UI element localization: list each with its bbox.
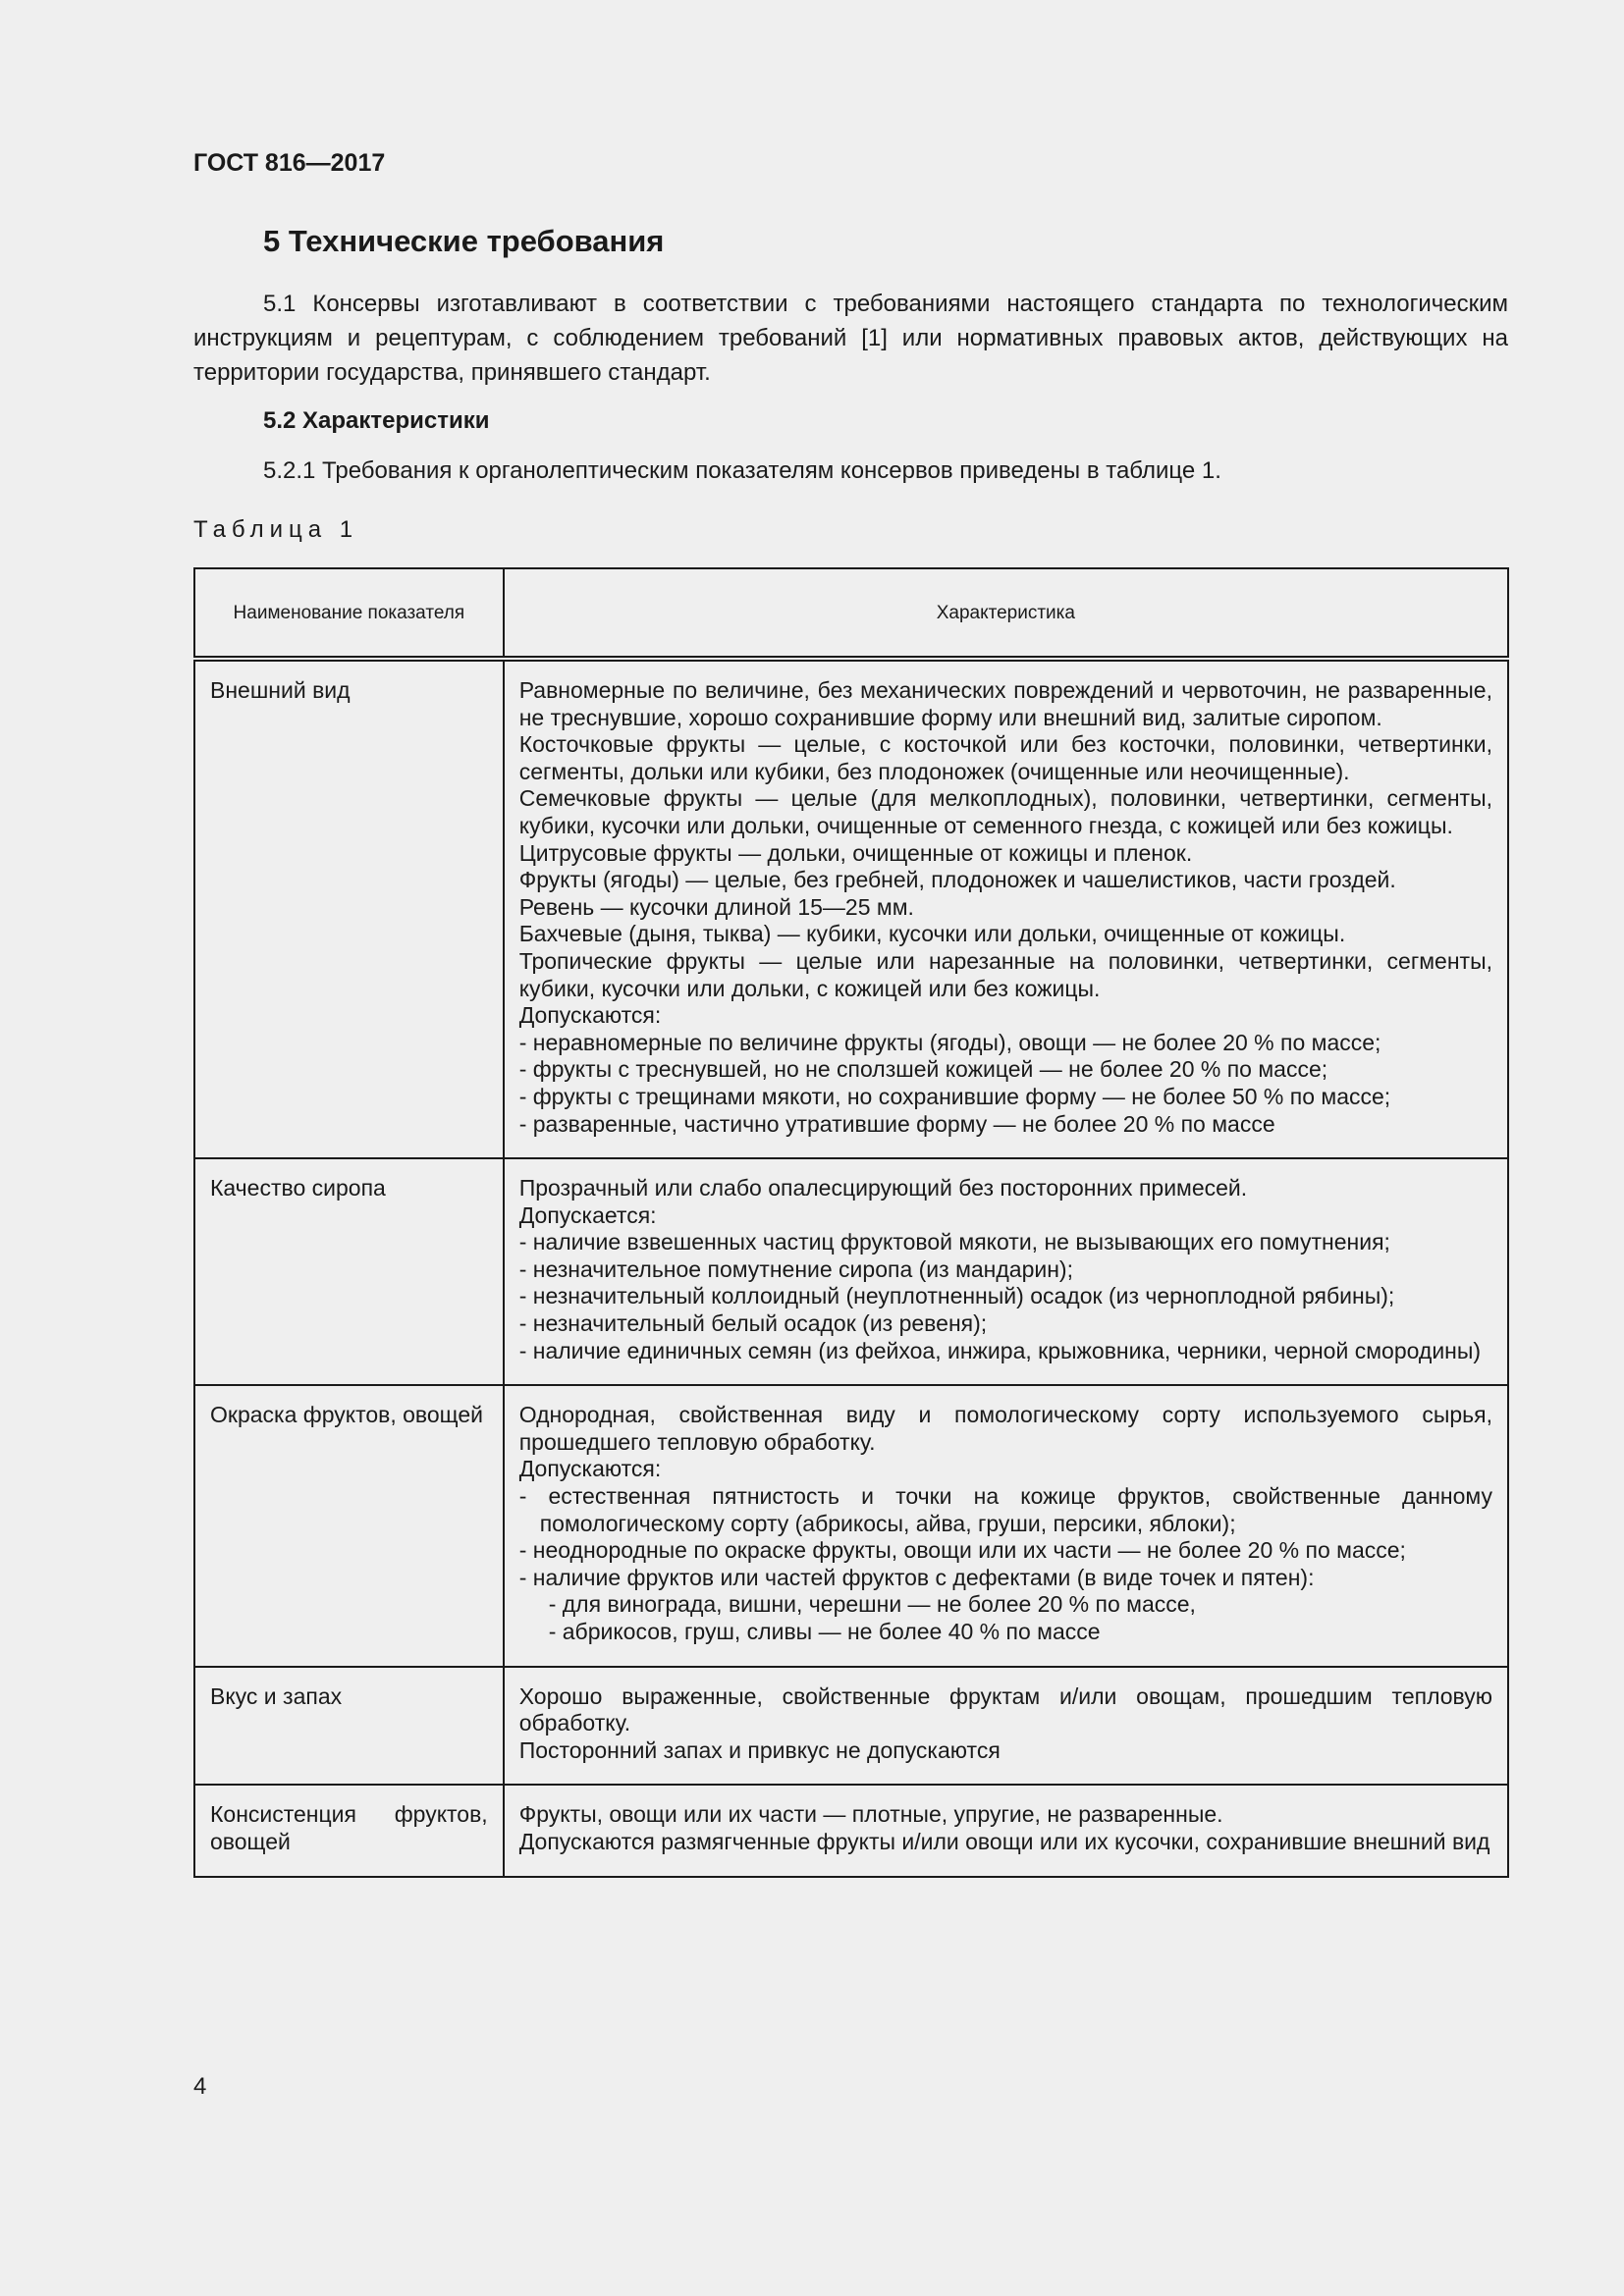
text-line: Фрукты, овощи или их части — плотные, упругие, не разваренные. [518,1801,1223,1828]
table-row [194,1158,1508,1385]
list-item: - незначительный коллоидный (неуплотненный) осадок (из черноплодной рябины); [518,1283,1395,1309]
table-row [194,1667,1508,1786]
row-characteristic [504,1385,1508,1666]
text-line: Посторонний запах и привкус не допускаются [518,1736,1001,1763]
text-line: Фрукты (ягоды) — целые, без гребней, плодоножек и чашелистиков, части гроздей. [518,867,1396,893]
sub-list-item: - для винограда, вишни, черешни — не более 20 % по массе, [548,1591,1196,1618]
list-item: - наличие взвешенных частиц фруктовой мякоти, не вызывающих его помутнения; [518,1229,1390,1255]
paragraph-5-2-1: 5.2.1 Требования к органолептическим показателям консервов приведены в таблице 1. [263,457,1221,484]
text-line: Однородная, свойственная виду и помологическому сорту используемого сырья, прошедшего тепловую обработку. [518,1402,1492,1455]
table-header-row [194,568,1508,659]
row-name: Вкус и запах [194,1667,504,1786]
text-line: Семечковые фрукты — целые (для мелкоплодных), половинки, четвертинки, сегменты, кубики, кусочки или дольки, очищенные от семенного гнезда, с кожицей или без кожицы. [518,785,1492,838]
row-name: Внешний вид [194,659,504,1158]
row-name: Окраска фруктов, овощей [194,1385,504,1666]
characteristics-table [193,567,1509,1878]
table-row [194,1385,1508,1666]
sub-list-item: - абрикосов, груш, сливы — не более 40 % по массе [548,1619,1101,1644]
list-item: - наличие единичных семян (из фейхоа, инжира, крыжовника, черники, черной смородины) [518,1337,1482,1363]
list-item: - наличие фруктов или частей фруктов с дефектами (в виде точек и пятен): [518,1564,1315,1590]
table-row [194,659,1508,1158]
text-line: Допускаются: [518,1456,662,1482]
list-item: - разваренные, частично утратившие форму — не более 20 % по массе [518,1110,1275,1137]
text-line: Бахчевые (дыня, тыква) — кубики, кусочки или дольки, очищенные от кожицы. [518,921,1346,947]
text-line: Прозрачный или слабо опалесцирующий без посторонних примесей. [518,1175,1248,1201]
row-name: Консистенция фруктов, овощей [194,1785,504,1876]
text-line: Допускаются: [518,1002,662,1029]
row-name: Качество сиропа [194,1158,504,1385]
doc-code: ГОСТ 816—2017 [193,149,386,177]
paragraph-5-1: 5.1 Консервы изготавливают в соответствии с требованиями настоящего стандарта по технологическим инструкциям и рецептурам, с соблюдением требований [1] или нормативных правовых актов, действующих на территории государства, принявшего стандарт. [193,291,1508,386]
list-item: - естественная пятнистость и точки на кожице фруктов, свойственные данному помологическому сорту (абрикосы, айва, груши, персики, яблоки); [518,1483,1492,1536]
text-line: Хорошо выраженные, свойственные фруктам и/или овощам, прошедшим тепловую обработку. [518,1682,1492,1736]
row-characteristic [504,1667,1508,1786]
list-item: - фрукты с трещинами мякоти, но сохранившие форму — не более 50 % по массе; [518,1083,1391,1109]
text-line: Косточковые фрукты — целые, с косточкой или без косточки, половинки, четвертинки, сегменты, дольки или кубики, без плодоножек (очищенные или неочищенные). [518,731,1492,784]
list-item: - фрукты с треснувшей, но не сползшей кожицей — не более 20 % по массе; [518,1056,1328,1083]
text-line: Тропические фрукты — целые или нарезанные на половинки, четвертинки, сегменты, кубики, кусочки или дольки, с кожицей или без кожицы. [518,947,1492,1001]
text-line: Допускается: [518,1201,657,1228]
text-line: Равномерные по величине, без механических повреждений и червоточин, не разваренные, не треснувшие, хорошо сохранившие форму или внешний вид, залитые сиропом. [518,677,1492,730]
row-characteristic [504,1785,1508,1876]
table-row [194,1785,1508,1876]
list-item: - неоднородные по окраске фрукты, овощи или их части — не более 20 % по массе; [518,1537,1406,1564]
row-characteristic [504,659,1508,1158]
row-characteristic [504,1158,1508,1385]
list-item: - незначительное помутнение сиропа (из мандарин); [518,1255,1073,1282]
text-line: Ревень — кусочки длиной 15—25 мм. [518,893,914,920]
section-title: 5 Технические требования [263,224,665,258]
text-line: Цитрусовые фрукты — дольки, очищенные от кожицы и пленок. [518,839,1193,866]
text-line: Допускаются размягченные фрукты и/или овощи или их кусочки, сохранившие внешний вид [518,1828,1490,1854]
header-characteristic: Характеристика [504,568,1508,659]
list-item: - неравномерные по величине фрукты (ягоды), овощи — не более 20 % по массе; [518,1029,1381,1055]
header-name: Наименование показателя [194,568,504,659]
table-caption: Таблица 1 [193,516,359,543]
subsection-title: 5.2 Характеристики [263,407,490,434]
page-number: 4 [193,2073,207,2100]
list-item: - незначительный белый осадок (из ревеня); [518,1310,988,1337]
